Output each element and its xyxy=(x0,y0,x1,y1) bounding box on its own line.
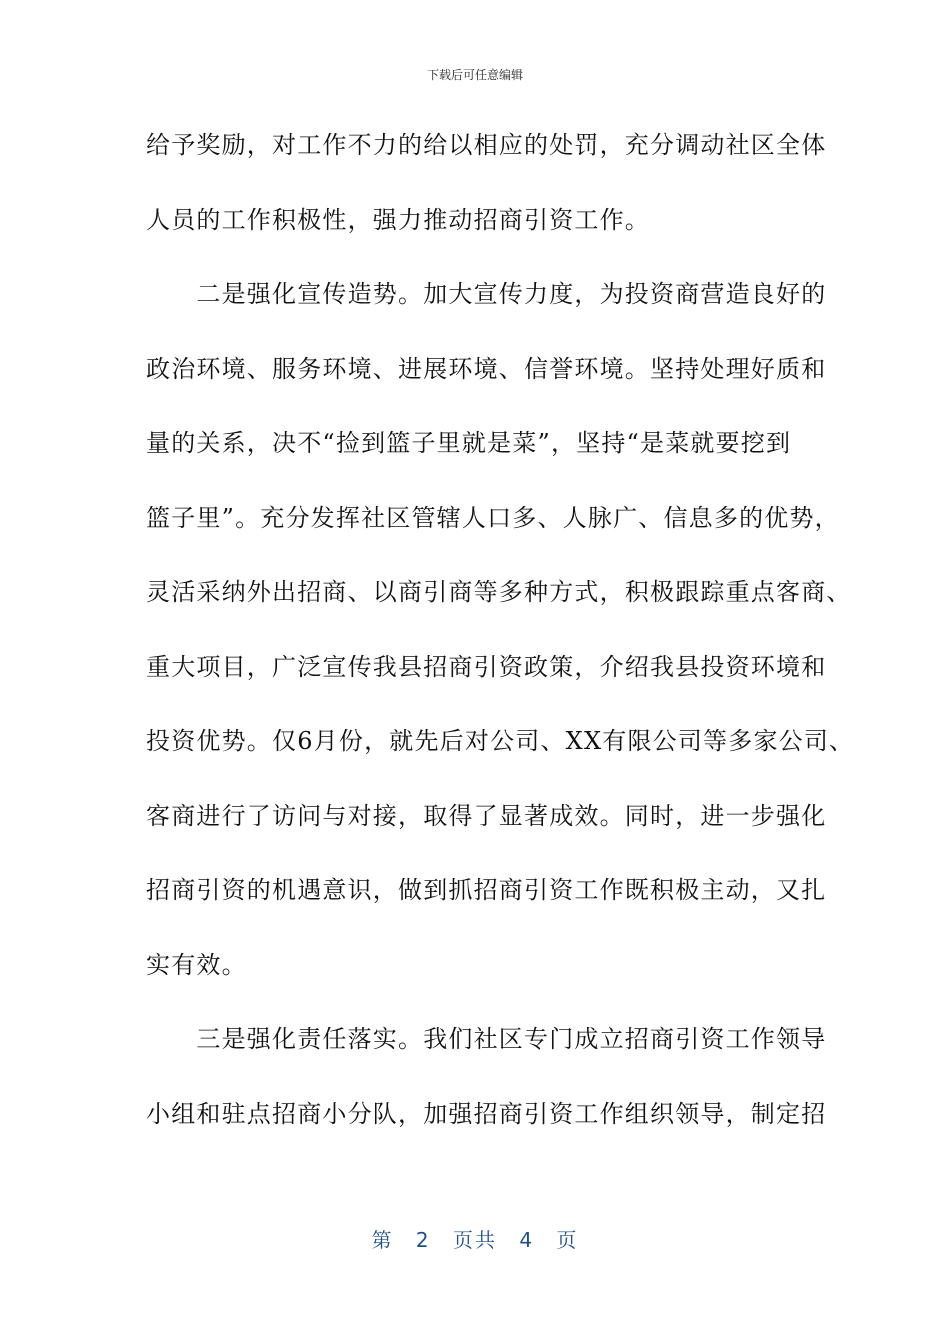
document-body xyxy=(146,122,855,1165)
text-line: 灵活采纳外出招商、以商引商等多种方式，积极跟踪重点客商、 xyxy=(146,578,852,606)
text-line: 客商进行了访问与对接，取得了显著成效。同时，进一步强化 xyxy=(146,801,827,830)
text-line: 量的关系，决不“捡到篮子里就是菜”，坚持“是菜就要挖到 xyxy=(146,429,792,457)
text-line: 人员的工作积极性，强力推动招商引资工作。 xyxy=(146,205,650,234)
text-line: 实有效。 xyxy=(146,950,247,979)
text-line: 小组和驻点招商小分队，加强招商引资工作组织领导，制定招 xyxy=(146,1099,827,1128)
text-line: 招商引资的机遇意识，做到抓招商引资工作既积极主动，又扎 xyxy=(146,876,827,904)
text-line: 三是强化责任落实。我们社区专门成立招商引资工作领导 xyxy=(146,1025,827,1053)
page-header: 下载后可任意编辑 xyxy=(426,68,523,82)
text-line: 篮子里”。充分发挥社区管辖人口多、人脉广、信息多的优势， xyxy=(146,503,840,532)
page-number: 第 2 页共 4 页 xyxy=(371,1228,579,1252)
text-line: 政治环境、服务环境、进展环境、信誉环境。坚持处理好质和 xyxy=(146,354,827,383)
text-line: 重大项目，广泛宣传我县招商引资政策，介绍我县投资环境和 xyxy=(146,652,827,681)
text-line: 投资优势。仅6月份，就先后对公司、XX有限公司等多家公司、 xyxy=(146,727,855,755)
text-line: 给予奖励，对工作不力的给以相应的处罚，充分调动社区全体 xyxy=(146,131,827,159)
text-line: 二是强化宣传造势。加大宣传力度，为投资商营造良好的 xyxy=(146,280,827,308)
